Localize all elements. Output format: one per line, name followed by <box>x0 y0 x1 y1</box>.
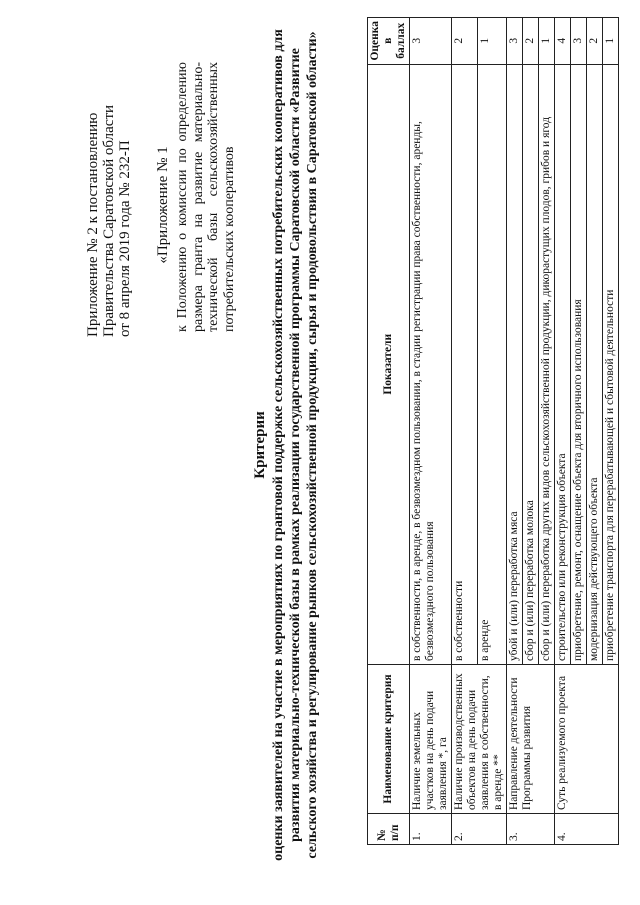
row-score: 3 <box>571 18 587 65</box>
table-row <box>410 18 452 845</box>
header-name: Наименование критерия <box>368 665 410 814</box>
criteria-subtitle: оценки заявителей на участие в мероприятиях по грантовой поддержке сельскохозяйственных потребительских кооперативов для развития материально-технической базы в рамках реализации государственной программы Саратовской области «Развитие сельского хозяйства и регулирование рынков сельскохозяйственной продукции, сырья и продовольствия в Саратовской области» <box>271 29 320 861</box>
table-header-row <box>368 18 410 845</box>
row-indicator: модернизация действующего объекта <box>587 64 603 664</box>
row-score: 1 <box>539 18 555 65</box>
row-score: 2 <box>587 18 603 65</box>
row-score: 3 <box>507 18 523 65</box>
row-indicator: в аренде <box>478 64 507 664</box>
row-name: Наличие земельных участков на день подачи заявления *, га <box>410 665 452 814</box>
row-num: 2. <box>452 814 507 845</box>
header-indicators: Показатели <box>368 64 410 664</box>
appendix-2-line-1: Приложение № 2 к постановлению <box>85 112 101 337</box>
row-indicator: сбор и (или) переработка молока <box>523 64 539 664</box>
criteria-table <box>367 17 619 845</box>
row-name: Направление деятельности Программы развития <box>507 665 555 814</box>
row-indicator: приобретение, ремонт, оснащение объекта для вторичного использования <box>571 64 587 664</box>
row-indicator: убой и (или) переработка мяса <box>507 64 523 664</box>
row-indicator: в собственности, в аренде, в безвозмездном пользовании, в стадии регистрации права собственности, аренды, безвозмездного пользования <box>410 64 452 664</box>
row-score: 1 <box>478 18 507 65</box>
row-num: 3. <box>507 814 555 845</box>
appendix-2-line-2: Правительства Саратовской области <box>101 104 117 337</box>
row-score: 2 <box>452 18 478 65</box>
row-score: 4 <box>555 18 571 65</box>
row-num: 1. <box>410 814 452 845</box>
table-row <box>555 18 571 845</box>
table-row <box>507 18 523 845</box>
row-indicator: сбор и (или) переработка других видов сельскохозяйственной продукции, дикорастущих плодов, грибов и ягод <box>539 64 555 664</box>
row-name: Наличие производственных объектов на день подачи заявления в собственности, в аренде ** <box>452 665 507 814</box>
row-score: 3 <box>410 18 452 65</box>
row-indicator: строительство или реконструкция объекта <box>555 64 571 664</box>
appendix-1-title: «Приложение № 1 <box>155 146 171 264</box>
criteria-title: Критерии <box>252 411 268 479</box>
row-score: 1 <box>603 18 619 65</box>
row-num: 4. <box>555 814 619 845</box>
row-name: Суть реализуемого проекта <box>555 665 619 814</box>
row-indicator: в собственности <box>452 64 478 664</box>
table-row <box>452 18 478 845</box>
appendix-1-body: к Положению о комиссии по определению размера гранта на развитие материально-технической базы сельскохозяйственных потребительских кооперативов <box>175 62 237 332</box>
criteria-heading <box>252 25 321 865</box>
header-score: Оценка в баллах <box>368 18 410 65</box>
row-score: 2 <box>523 18 539 65</box>
row-indicator: приобретение транспорта для перерабатывающей и сбытовой деятельности <box>603 64 619 664</box>
header-num: № п/п <box>368 814 410 845</box>
appendix-2-line-3: от 8 апреля 2019 года № 232-П <box>117 140 133 337</box>
appendix-2-header <box>85 82 133 337</box>
